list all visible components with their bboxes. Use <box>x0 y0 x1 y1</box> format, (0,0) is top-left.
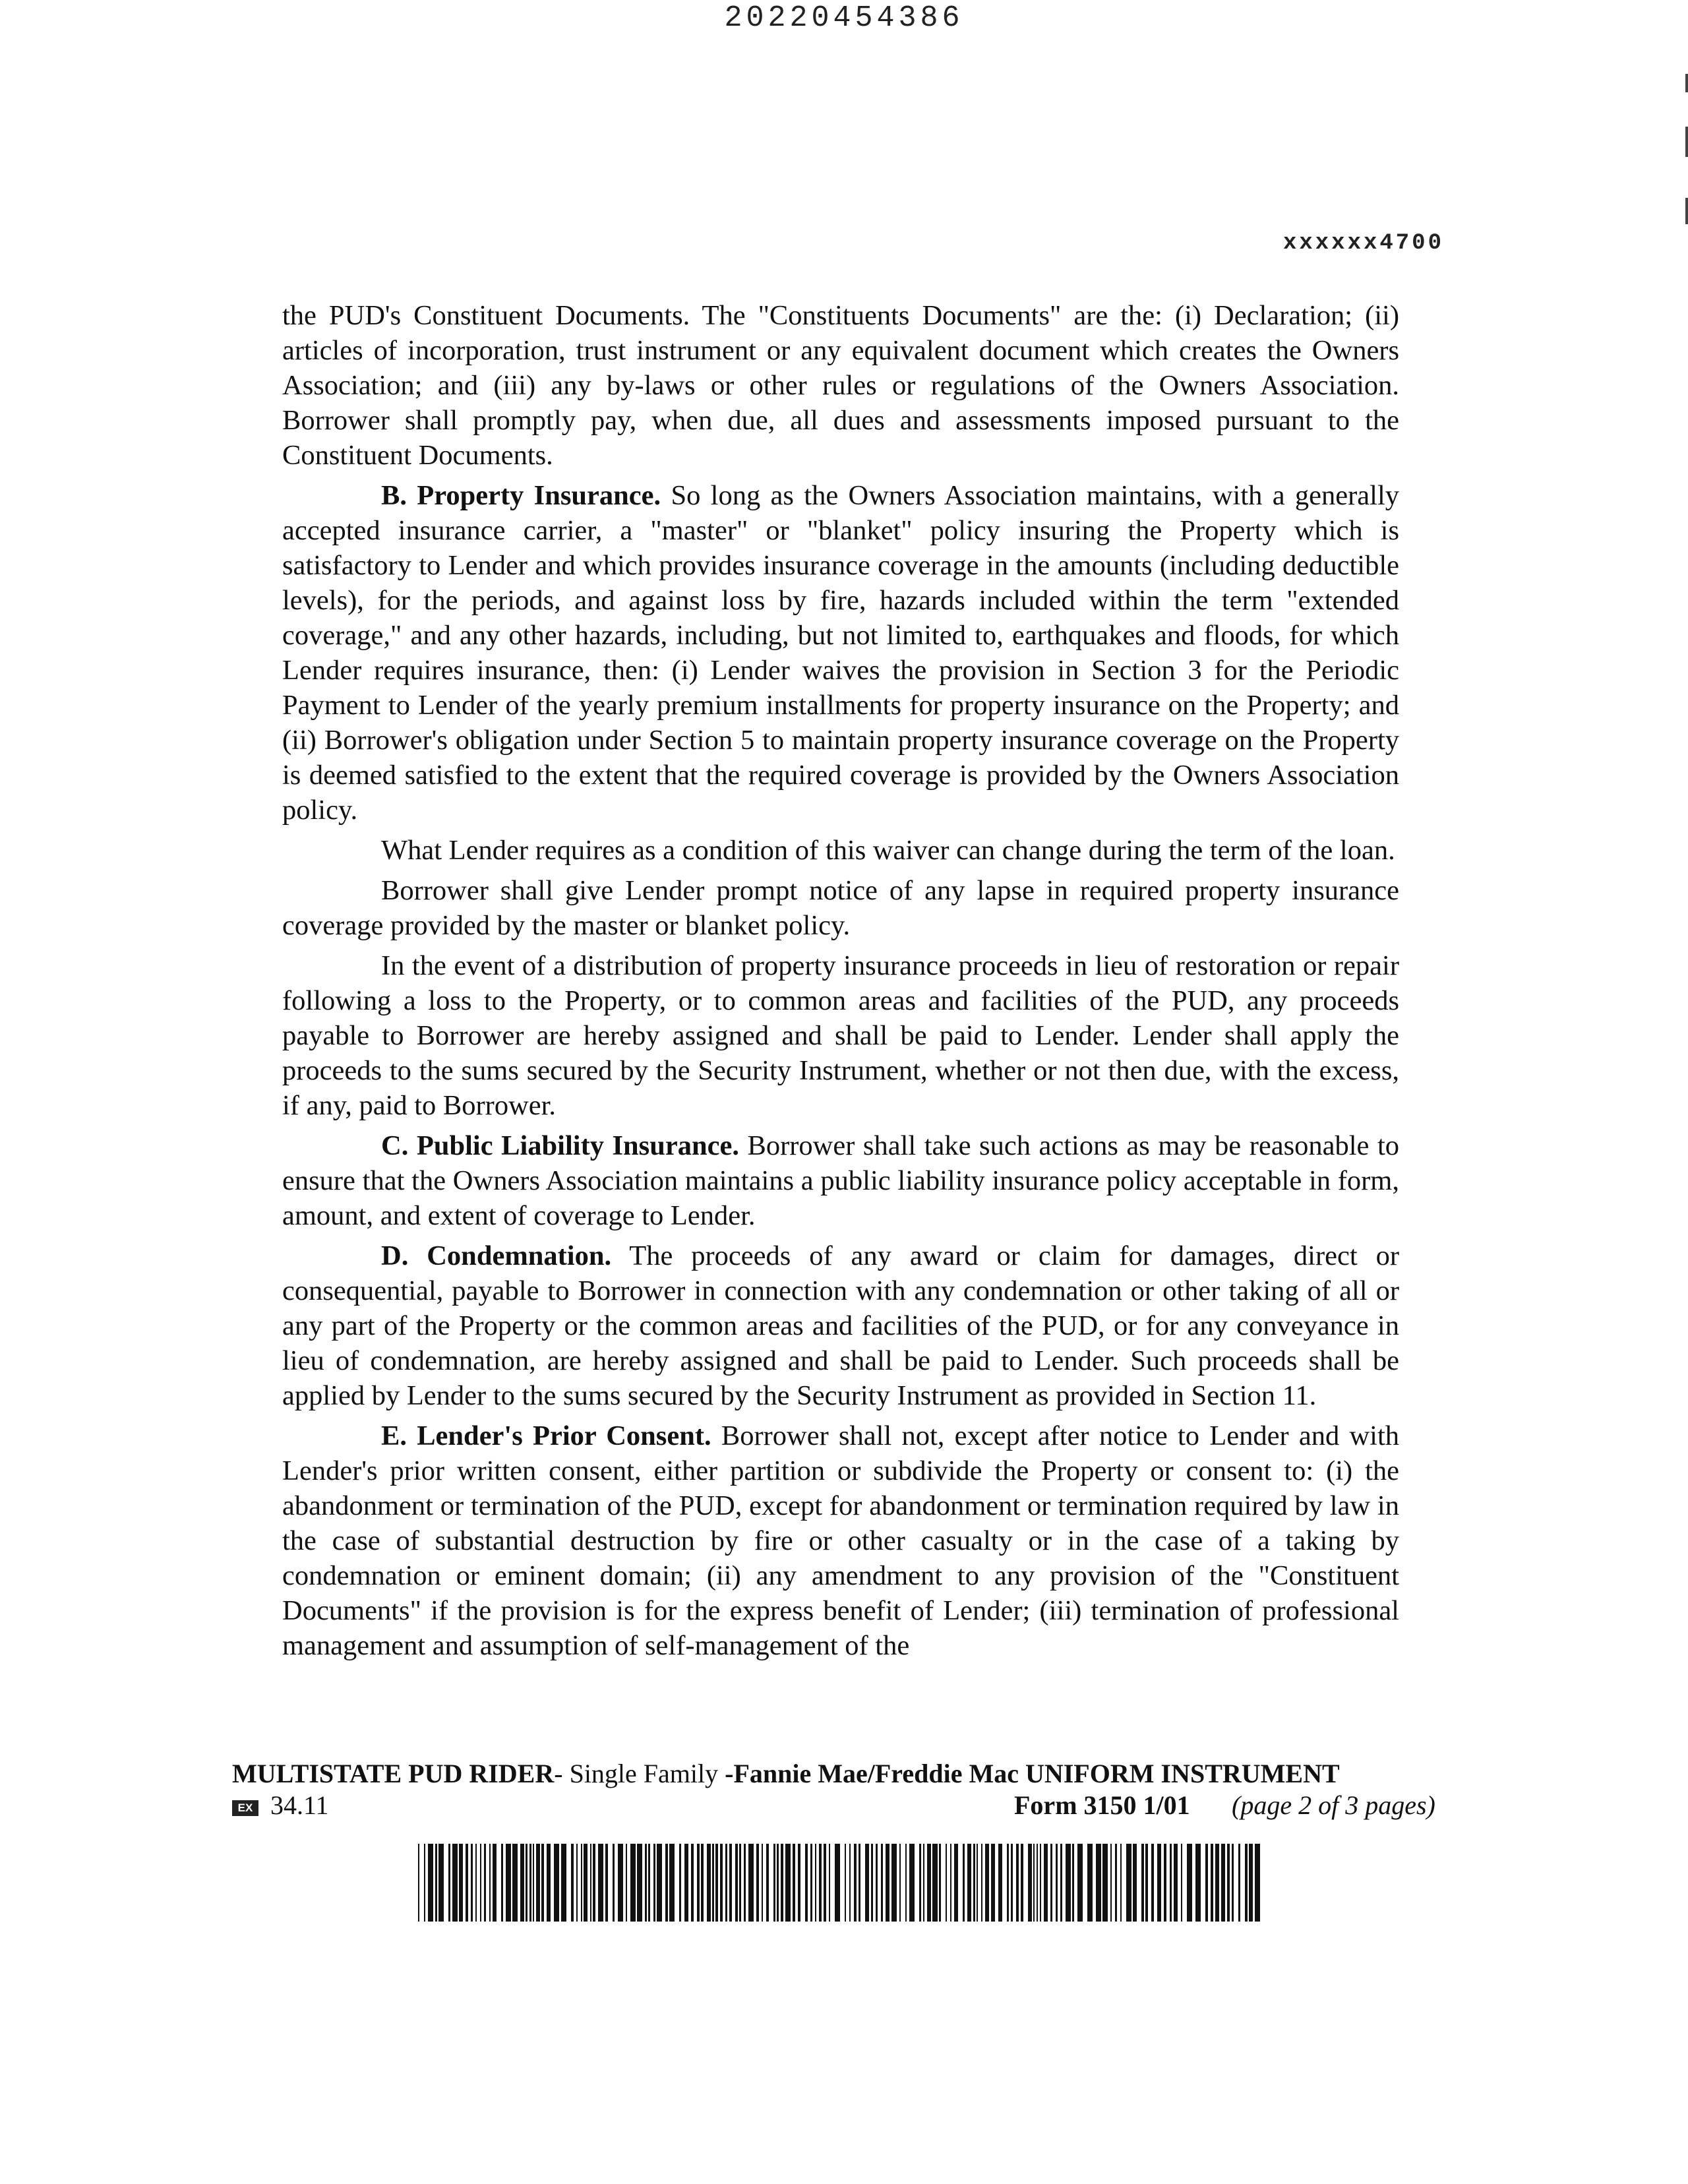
barcode-bar <box>475 1844 477 1922</box>
barcode-bar <box>618 1844 623 1922</box>
footer-version: 34.11 <box>270 1790 329 1820</box>
barcode-bar <box>512 1844 518 1922</box>
barcode-bar <box>973 1844 975 1922</box>
barcode-bar <box>1060 1844 1062 1922</box>
barcode-bar <box>691 1844 694 1922</box>
barcode-bar <box>645 1844 647 1922</box>
barcode-bar <box>613 1844 615 1922</box>
barcode-bar <box>905 1844 907 1922</box>
barcode-bar <box>679 1844 681 1922</box>
barcode-bar <box>954 1844 958 1922</box>
barcode-bar <box>576 1844 578 1922</box>
scan-edge-mark <box>1685 198 1688 224</box>
barcode-bar <box>927 1844 931 1922</box>
section-c-heading: C. Public Liability Insurance. <box>381 1130 739 1161</box>
barcode-bar <box>493 1844 497 1922</box>
barcode-bar <box>637 1844 642 1922</box>
barcode-bar <box>626 1844 627 1922</box>
barcode-bar <box>428 1844 433 1922</box>
barcode-bar <box>1174 1844 1178 1922</box>
barcode-bar <box>554 1844 559 1922</box>
barcode-bar <box>829 1844 830 1922</box>
barcode-bar <box>865 1844 869 1922</box>
barcode-bar <box>471 1844 473 1922</box>
barcode-bar <box>1102 1844 1108 1922</box>
barcode-bar <box>985 1844 989 1922</box>
barcode-bar <box>590 1844 591 1922</box>
barcode-graphic <box>418 1844 1261 1922</box>
footer-meta <box>232 1788 1447 1823</box>
barcode-bar <box>541 1844 544 1922</box>
barcode-bar <box>418 1844 419 1922</box>
barcode-bar <box>480 1844 481 1922</box>
barcode-bar <box>1170 1844 1172 1922</box>
barcode-bar <box>781 1844 783 1922</box>
barcode-bar <box>561 1844 566 1922</box>
barcode-bar <box>1007 1844 1009 1922</box>
barcode-bar <box>1028 1844 1032 1922</box>
barcode-bar <box>533 1844 534 1922</box>
barcode-bar <box>648 1844 650 1922</box>
section-e-text: Borrower shall not, except after notice to Lender and with Lender's prior written consent, either partition or subdivide the Property or consent to: (i) the abandonment or termination of the PUD, except for abandonment or termination required by law in the case of substantial destruction by fire or other casualty or in the case of a taking by condemnation or eminent domain; (ii) any amendment to any provision of the "Constituent Documents" if the provision is for the express benefit of Lender; (iii) termination of professional management and assumption of self-management of the <box>282 1420 1400 1661</box>
barcode-bar <box>849 1844 851 1922</box>
barcode-bar <box>547 1844 551 1922</box>
barcode-bar <box>571 1844 574 1922</box>
barcode-bar <box>891 1844 897 1922</box>
barcode-bar <box>824 1844 826 1922</box>
barcode-bar <box>871 1844 873 1922</box>
footer-title-family: - Single Family <box>554 1759 725 1788</box>
barcode-bar <box>739 1844 741 1922</box>
barcode-bar <box>1077 1844 1083 1922</box>
barcode-bar <box>845 1844 846 1922</box>
barcode-bar <box>756 1844 759 1922</box>
barcode-bar <box>584 1844 588 1922</box>
scan-edge-mark <box>1685 74 1688 92</box>
barcode-bar <box>725 1844 727 1922</box>
barcode-bar <box>1087 1844 1093 1922</box>
reference-number: xxxxxx4700 <box>1282 231 1444 256</box>
barcode-bar <box>819 1844 822 1922</box>
barcode-bar <box>501 1844 503 1922</box>
section-c-public-liability <box>282 1128 1399 1233</box>
barcode-bar <box>859 1844 860 1922</box>
barcode-bar <box>1072 1844 1074 1922</box>
barcode-bar <box>963 1844 965 1922</box>
barcode-bar <box>653 1844 655 1922</box>
barcode-bar <box>605 1844 608 1922</box>
barcode-bar <box>1245 1844 1248 1922</box>
paragraph-waiver: What Lender requires as a condition of this waiver can change during the term of the loan. <box>381 835 1395 866</box>
barcode-bar <box>1181 1844 1182 1922</box>
barcode-bar <box>967 1844 971 1922</box>
barcode-bar <box>876 1844 878 1922</box>
barcode-bar <box>657 1844 662 1922</box>
barcode-bar <box>1056 1844 1058 1922</box>
barcode-bar <box>598 1844 603 1922</box>
barcode-bar <box>923 1844 924 1922</box>
barcode-bar <box>1141 1844 1144 1922</box>
section-b-heading: B. Property Insurance. <box>381 480 661 511</box>
barcode-bar <box>1133 1844 1137 1922</box>
barcode-bar <box>1232 1844 1234 1922</box>
barcode-bar <box>581 1844 582 1922</box>
scan-edge-mark <box>1685 127 1688 157</box>
barcode-bar <box>1151 1844 1154 1922</box>
ex-badge-icon: EX <box>232 1800 258 1816</box>
barcode-bar <box>1211 1844 1213 1922</box>
barcode-bar <box>1249 1844 1253 1922</box>
barcode-bar <box>720 1844 723 1922</box>
barcode-bar <box>1037 1844 1038 1922</box>
barcode-bar <box>1050 1844 1052 1922</box>
footer-title-rider: MULTISTATE PUD RIDER <box>232 1759 555 1788</box>
barcode-bar <box>697 1844 700 1922</box>
barcode-bar <box>484 1844 486 1922</box>
barcode-bar <box>1195 1844 1201 1922</box>
barcode-bar <box>805 1844 808 1922</box>
barcode-bar <box>1126 1844 1131 1922</box>
barcode-bar <box>466 1844 468 1922</box>
barcode-bar <box>1120 1844 1122 1922</box>
barcode-bar <box>529 1844 531 1922</box>
barcode-bar <box>773 1844 775 1922</box>
barcode-bar <box>438 1844 444 1922</box>
barcode-bar <box>946 1844 947 1922</box>
barcode-bar <box>1215 1844 1219 1922</box>
section-c-text: Borrower shall take such actions as may be reasonable to ensure that the Owners Association maintains a public liability insurance policy acceptable in form, amount, and extent of coverage to Lender. <box>282 1130 1400 1231</box>
barcode-bar <box>939 1844 941 1922</box>
barcode-bar <box>748 1844 754 1922</box>
section-b-property-insurance <box>282 478 1399 828</box>
section-d-text: The proceeds of any award or claim for damages, direct or consequential, payable to Borrower in connection with any condemnation or other taking of all or any part of the Property or the common areas and facilities of the PUD, or for any conveyance in lieu of condemnation, are hereby assigned and shall be paid to Lender. Such proceeds shall be applied by Lender to the sums secured by the Security Instrument as provided in Section 11. <box>282 1240 1399 1411</box>
barcode-bar <box>435 1844 437 1922</box>
barcode-bar <box>810 1844 812 1922</box>
barcode-bar <box>1011 1844 1013 1922</box>
barcode-bar <box>489 1844 491 1922</box>
barcode-bar <box>1040 1844 1041 1922</box>
barcode-bar <box>1145 1844 1148 1922</box>
barcode-bar <box>1238 1844 1240 1922</box>
barcode-bar <box>886 1844 889 1922</box>
footer-form-id: Form 3150 1/01 <box>1014 1790 1190 1820</box>
barcode-bar <box>665 1844 668 1922</box>
barcode-bar <box>881 1844 883 1922</box>
barcode-bar <box>762 1844 763 1922</box>
section-e-prior-consent <box>282 1418 1399 1663</box>
barcode <box>418 1844 1261 1922</box>
barcode-bar <box>1033 1844 1035 1922</box>
barcode-bar <box>785 1844 791 1922</box>
barcode-bar <box>1187 1844 1192 1922</box>
section-b-text: So long as the Owners Association maintains, with a generally accepted insurance carrier, a "master" or "blanket" policy insuring the Property which is satisfactory to Lender and which provides insurance coverage in the amounts (including deductible levels), for the periods, and against loss by fire, hazards included within the term "extended coverage," and any other hazards, including, but not limited to, earthquakes and floods, for which Lender requires insurance, then: (i) Lender waives the provision in Section 3 for the Periodic Payment to Lender of the yearly premium installments for property insurance on the Property; and (ii) Borrower's obligation under Section 5 to maintain property insurance coverage on the Property is deemed satisfied to the extent that the required coverage is provided by the Owners Association policy. <box>282 480 1400 826</box>
section-e-heading: E. Lender's Prior Consent. <box>381 1420 711 1451</box>
footer-page-info: (page 2 of 3 pages) <box>1232 1790 1435 1820</box>
barcode-bar <box>777 1844 779 1922</box>
barcode-bar <box>684 1844 688 1922</box>
barcode-bar <box>1227 1844 1230 1922</box>
barcode-bar <box>950 1844 951 1922</box>
barcode-bar <box>1115 1844 1117 1922</box>
barcode-bar <box>1066 1844 1071 1922</box>
barcode-bar <box>506 1844 511 1922</box>
barcode-bar <box>1110 1844 1112 1922</box>
barcode-bar <box>835 1844 840 1922</box>
barcode-bar <box>977 1844 978 1922</box>
barcode-bar <box>526 1844 528 1922</box>
section-d-condemnation <box>282 1238 1399 1413</box>
rider-body <box>282 298 1399 1663</box>
footer-form-title <box>232 1757 1403 1791</box>
barcode-bar <box>1016 1844 1019 1922</box>
barcode-bar <box>712 1844 714 1922</box>
barcode-bar <box>593 1844 595 1922</box>
barcode-bar <box>793 1844 795 1922</box>
paragraph-distribution: In the event of a distribution of property insurance proceeds in lieu of restoration or repair following a loss to the Property, or to common areas and facilities of the PUD, any proceeds payable to Borrower are hereby assigned and shall be paid to Lender. Lender shall apply the proceeds to the sums secured by the Security Instrument, whether or not then due, with the excess, if any, paid to Borrower. <box>282 950 1399 1121</box>
paragraph-notice: Borrower shall give Lender prompt notice of any lapse in required property insurance coverage provided by the master or blanket policy. <box>282 875 1399 941</box>
barcode-bar <box>669 1844 675 1922</box>
barcode-bar <box>932 1844 938 1922</box>
barcode-bar <box>630 1844 636 1922</box>
barcode-bar <box>520 1844 524 1922</box>
barcode-bar <box>909 1844 915 1922</box>
barcode-bar <box>1255 1844 1260 1922</box>
footer-title-instrument: -Fannie Mae/Freddie Mac UNIFORM INSTRUMENT <box>725 1759 1340 1788</box>
barcode-bar <box>1221 1844 1225 1922</box>
barcode-bar <box>735 1844 738 1922</box>
barcode-bar <box>1157 1844 1161 1922</box>
barcode-bar <box>766 1844 769 1922</box>
barcode-bar <box>998 1844 1002 1922</box>
barcode-bar <box>459 1844 463 1922</box>
section-d-heading: D. Condemnation. <box>381 1240 612 1271</box>
barcode-bar <box>424 1844 425 1922</box>
barcode-bar <box>744 1844 746 1922</box>
barcode-bar <box>798 1844 800 1922</box>
barcode-bar <box>448 1844 450 1922</box>
barcode-bar <box>701 1844 704 1922</box>
barcode-bar <box>1044 1844 1048 1922</box>
barcode-bar <box>1021 1844 1023 1922</box>
barcode-bar <box>991 1844 995 1922</box>
document-number: 20220454386 <box>724 1 964 35</box>
barcode-bar <box>981 1844 982 1922</box>
barcode-bar <box>1205 1844 1208 1922</box>
barcode-bar <box>919 1844 921 1922</box>
barcode-bar <box>715 1844 718 1922</box>
barcode-bar <box>1096 1844 1101 1922</box>
barcode-bar <box>729 1844 732 1922</box>
barcode-bar <box>1164 1844 1166 1922</box>
barcode-bar <box>854 1844 857 1922</box>
barcode-bar <box>899 1844 901 1922</box>
barcode-bar <box>452 1844 458 1922</box>
barcode-bar <box>707 1844 711 1922</box>
barcode-bar <box>815 1844 816 1922</box>
barcode-bar <box>536 1844 540 1922</box>
paragraph-constituent-documents: the PUD's Constituent Documents. The "Constituents Documents" are the: (i) Declaration; (ii) articles of incorporation, trust instrument or any equivalent document which creates the Owners Association; and (iii) any by-laws or other rules or regulations of the Owners Association. Borrower shall promptly pay, when due, all dues and assessments imposed pursuant to the Constituent Documents. <box>282 300 1399 471</box>
